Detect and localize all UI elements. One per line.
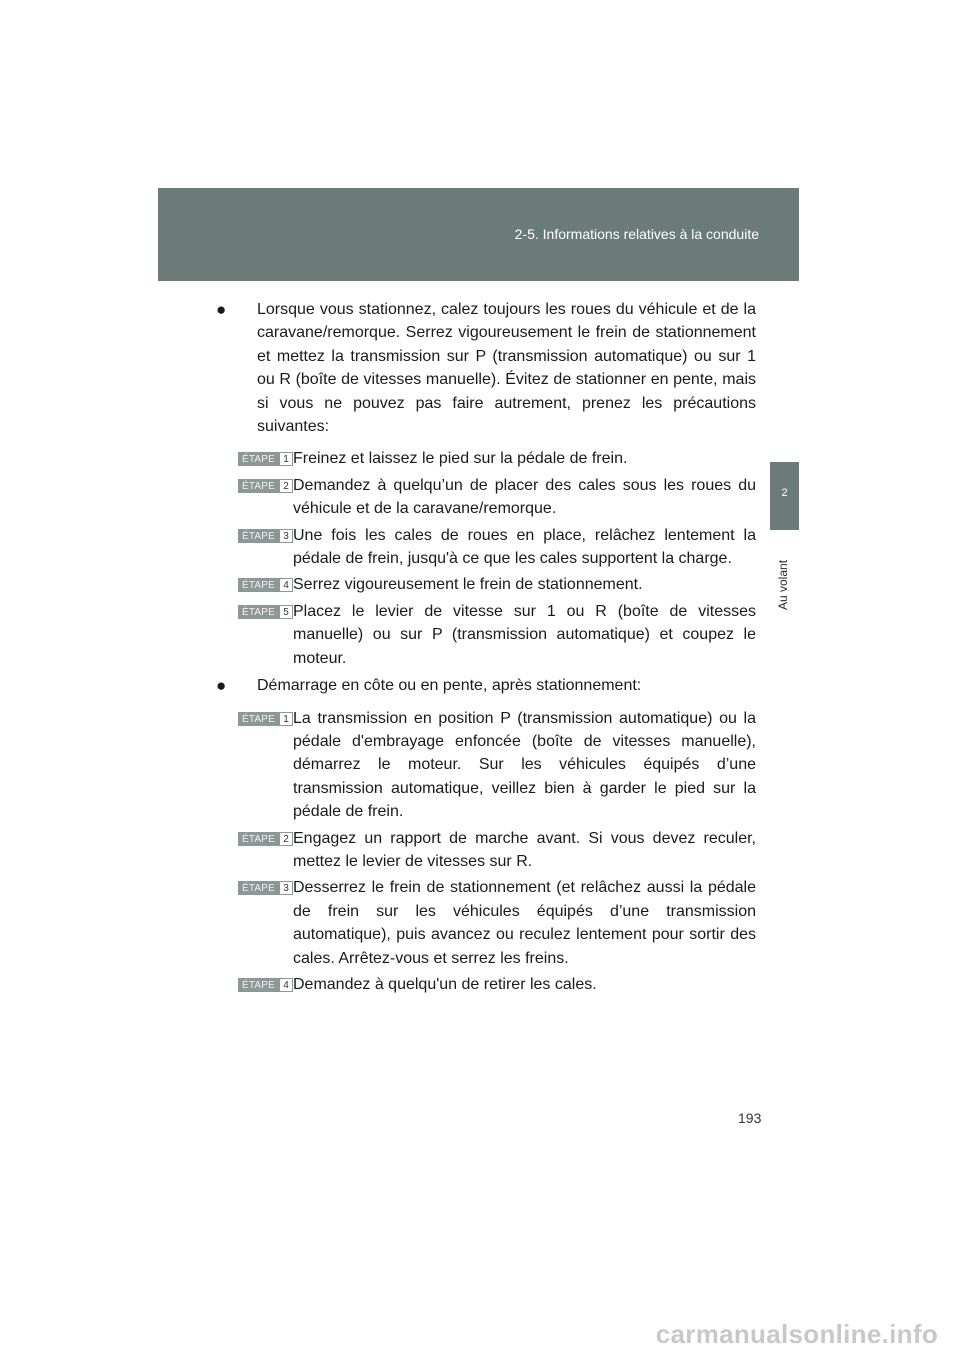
step-badge-label: ÉTAPE <box>238 479 279 493</box>
step-item <box>238 474 756 521</box>
step-badge <box>238 712 293 726</box>
step-badge-label: ÉTAPE <box>238 832 279 846</box>
step-badge-number: 1 <box>279 712 293 726</box>
step-text: Serrez vigoureusement le frein de stationnement. <box>293 576 643 594</box>
step-badge-label: ÉTAPE <box>238 978 279 992</box>
step-item <box>238 827 756 874</box>
step-badge <box>238 832 293 846</box>
step-text: Freinez et laissez le pied sur la pédale de frein. <box>293 450 628 468</box>
chapter-label: Au volant <box>776 559 790 610</box>
step-badge-label: ÉTAPE <box>238 578 279 592</box>
step-text: La transmission en position P (transmission automatique) ou la pédale d'embrayage enfoncée (boîte de vitesses manuelle), démarrez le moteur. Sur les véhicules équipés d’une transmission automatique, veillez bien à garder le pied sur la pédale de frein. <box>293 709 756 821</box>
step-badge-number: 5 <box>279 605 293 619</box>
step-item <box>238 973 756 996</box>
step-badge-number: 2 <box>279 479 293 493</box>
step-badge-label: ÉTAPE <box>238 605 279 619</box>
step-text: Desserrez le frein de stationnement (et relâchez aussi la pédale de frein sur les véhicules équipés d’une transmission automatique), puis avancez ou reculez lentement pour sortir des cales. Arrêtez-vous et serrez les freins. <box>293 879 756 967</box>
step-badge-label: ÉTAPE <box>238 452 279 466</box>
step-badge <box>238 452 293 466</box>
step-badge-label: ÉTAPE <box>238 881 279 895</box>
bullet-hill-start <box>216 674 756 697</box>
step-badge <box>238 479 293 493</box>
page-number: 193 <box>738 1110 762 1126</box>
step-text: Demandez à quelqu’un de placer des cales sous les roues du véhicule et de la caravane/remorque. <box>293 476 756 518</box>
step-badge <box>238 605 293 619</box>
step-badge-label: ÉTAPE <box>238 529 279 543</box>
step-badge-label: ÉTAPE <box>238 712 279 726</box>
step-text: Engagez un rapport de marche avant. Si vous devez reculer, mettez le levier de vitesses sur R. <box>293 829 756 870</box>
step-badge-number: 2 <box>279 832 293 846</box>
bullet-icon: ● <box>216 676 227 696</box>
page-content <box>216 298 756 999</box>
bullet-text: Lorsque vous stationnez, calez toujours les roues du véhicule et de la caravane/remorque. Serrez vigoureusement le frein de stationnement et mettez la transmission sur P (transmission automatique) ou sur 1 ou R (boîte de vitesses manuelle). Évitez de stationner en pente, mais si vous ne pouvez pas faire autrement, prenez les précautions suivantes: <box>257 301 756 436</box>
step-badge-number: 3 <box>279 881 293 895</box>
step-badge <box>238 529 293 543</box>
step-item <box>238 876 756 970</box>
step-item <box>238 573 756 596</box>
step-badge-number: 1 <box>279 452 293 466</box>
section-title: 2-5. Informations relatives à la conduite <box>514 226 759 242</box>
step-badge-number: 4 <box>279 578 293 592</box>
chapter-tab <box>770 462 799 530</box>
bullet-icon: ● <box>216 300 227 319</box>
chapter-number: 2 <box>781 487 788 499</box>
step-badge <box>238 578 293 592</box>
step-badge-number: 3 <box>279 529 293 543</box>
step-badge-number: 4 <box>279 978 293 992</box>
step-badge <box>238 881 293 895</box>
step-item <box>238 707 756 824</box>
step-item <box>238 524 756 571</box>
step-item <box>238 600 756 670</box>
step-text: Une fois les cales de roues en place, relâchez lentement la pédale de frein, jusqu'à ce que les cales supportent la charge. <box>293 526 756 568</box>
header-band <box>158 188 799 281</box>
bullet-parking <box>216 298 756 438</box>
watermark: carmanualsonline.info <box>655 1319 938 1349</box>
step-badge <box>238 978 293 992</box>
step-text: Placez le levier de vitesse sur 1 ou R (boîte de vitesses manuelle) ou sur P (transmission automatique) et coupez le moteur. <box>293 602 756 667</box>
step-text: Demandez à quelqu'un de retirer les cales. <box>293 975 597 993</box>
step-item <box>238 447 756 470</box>
bullet-text: Démarrage en côte ou en pente, après stationnement: <box>257 677 642 695</box>
